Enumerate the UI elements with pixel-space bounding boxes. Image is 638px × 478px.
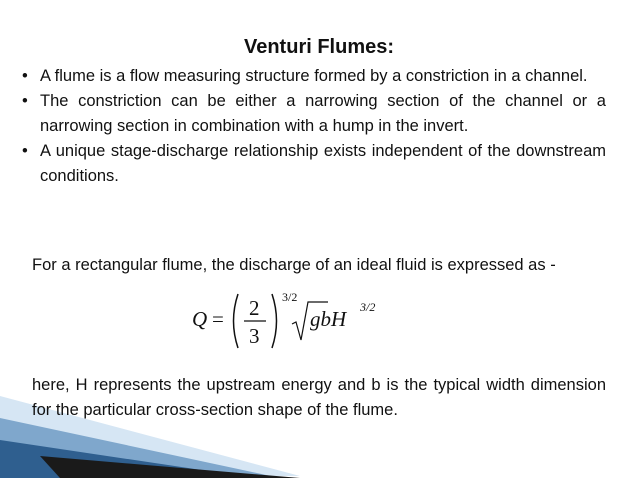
discharge-formula xyxy=(192,290,392,352)
bullet-item xyxy=(22,64,606,89)
formula-equals: = xyxy=(212,307,224,331)
bullet-list xyxy=(22,64,606,189)
bullet-marker: • xyxy=(22,67,28,85)
formula-numerator: 2 xyxy=(249,296,260,320)
formula-exponent: 3/2 xyxy=(282,290,298,304)
formula-tail-exponent: 3/2 xyxy=(360,300,376,314)
paragraph-definitions: here, H represents the upstream energy and b is the typical width dimension for the particular cross-section shape of the flume. xyxy=(32,376,606,419)
formula-lhs: Q xyxy=(192,307,208,331)
paragraph-discharge: For a rectangular flume, the discharge of an ideal fluid is expressed as - xyxy=(32,256,556,274)
bullet-marker: • xyxy=(22,92,28,110)
formula-denominator: 3 xyxy=(249,324,260,348)
bullet-item xyxy=(22,89,606,139)
formula-radicand: gbH xyxy=(310,307,347,331)
bullet-text: A flume is a flow measuring structure formed by a constriction in a channel. xyxy=(40,67,588,85)
bullet-text: A unique stage-discharge relationship exists independent of the downstream conditions. xyxy=(40,142,606,185)
slide-title: Venturi Flumes: xyxy=(243,36,395,58)
bullet-text: The constriction can be either a narrowing section of the channel or a narrowing section in combination with a hump in the invert. xyxy=(40,92,606,135)
bullet-item xyxy=(22,139,606,189)
bullet-marker: • xyxy=(22,142,28,160)
